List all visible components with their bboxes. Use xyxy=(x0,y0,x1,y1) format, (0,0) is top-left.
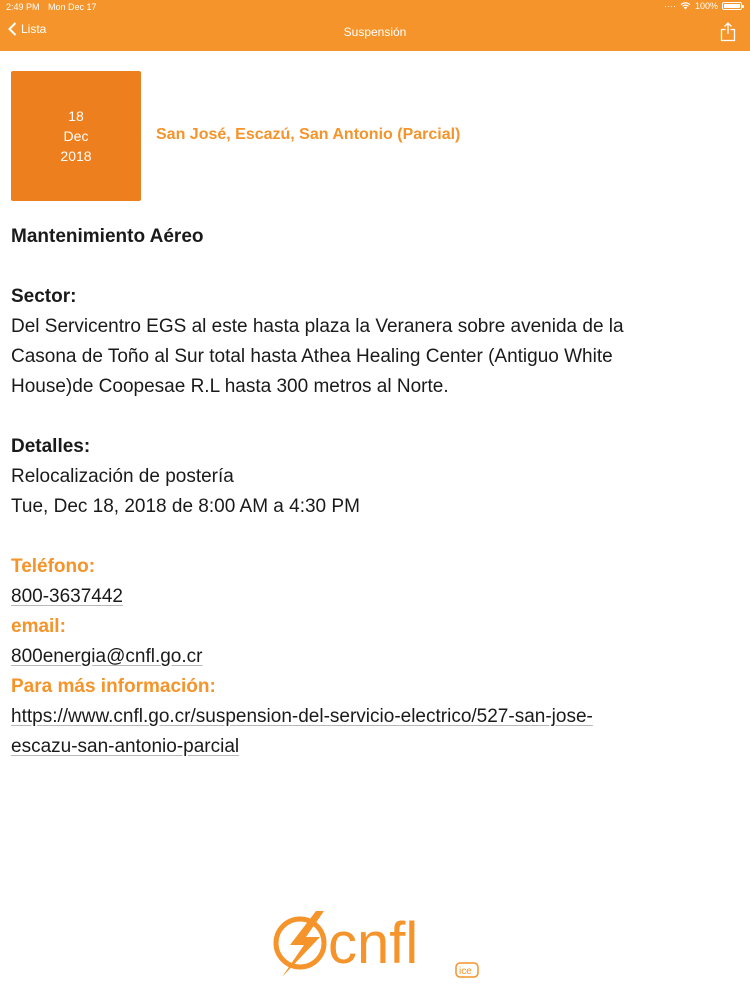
info-url-link[interactable]: escazu-san-antonio-parcial xyxy=(11,736,240,757)
navigation-bar xyxy=(0,0,750,51)
details-label: Detalles: xyxy=(11,436,91,457)
sector-line: Casona de Toño al Sur total hasta Athea Healing Center (Antiguo White xyxy=(11,346,613,367)
details-text: Relocalización de postería xyxy=(11,466,234,487)
status-date: Mon Dec 17 xyxy=(48,2,97,12)
status-right xyxy=(664,1,742,11)
email-link[interactable]: 800energia@cnfl.go.cr xyxy=(11,646,203,667)
info-label: Para más información: xyxy=(11,676,216,697)
status-bar xyxy=(0,0,750,14)
logo-text: cnfl xyxy=(328,911,419,976)
sector-line: House)de Coopesae R.L hasta 300 metros al Norte. xyxy=(11,376,449,397)
battery-icon xyxy=(722,2,742,10)
logo-badge: ice xyxy=(459,966,472,977)
back-label: Lista xyxy=(21,22,47,36)
cnfl-logo xyxy=(268,905,483,985)
battery-percent: 100% xyxy=(694,1,718,11)
signal-dots-icon: ···· xyxy=(663,1,676,11)
phone-link[interactable]: 800-3637442 xyxy=(11,586,123,607)
detail-content xyxy=(11,222,736,762)
status-time: 2:49 PM xyxy=(6,2,40,12)
sector-line: Del Servicentro EGS al este hasta plaza la Veranera sobre avenida de la xyxy=(11,316,624,337)
date-tile xyxy=(11,71,141,201)
info-url-link[interactable]: https://www.cnfl.go.cr/suspension-del-servicio-electrico/527-san-jose- xyxy=(11,706,593,727)
wifi-icon xyxy=(680,2,691,10)
details-schedule: Tue, Dec 18, 2018 de 8:00 AM a 4:30 PM xyxy=(11,496,360,517)
share-icon[interactable] xyxy=(720,22,736,42)
sector-label: Sector: xyxy=(11,286,77,307)
outage-title: Mantenimiento Aéreo xyxy=(11,226,204,247)
date-year: 2018 xyxy=(60,148,92,164)
date-month: Dec xyxy=(63,128,89,144)
date-day: 18 xyxy=(68,108,84,124)
email-label: email: xyxy=(11,616,66,637)
location-text: San José, Escazú, San Antonio (Parcial) xyxy=(156,126,461,143)
phone-label: Teléfono: xyxy=(11,556,96,577)
page-title: Suspensión xyxy=(343,25,407,39)
